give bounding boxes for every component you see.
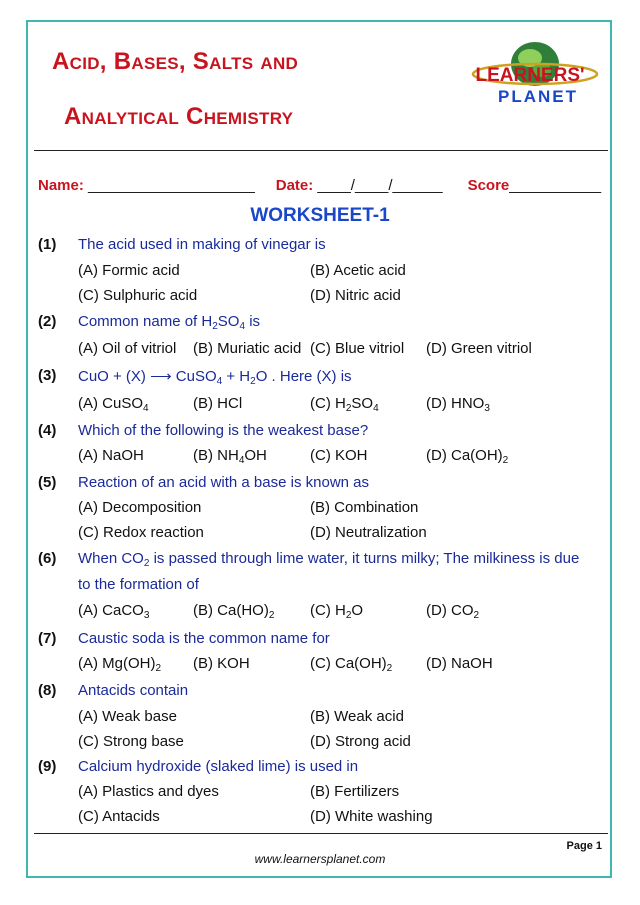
question-number: (8) [38, 682, 57, 699]
question-text: When $CO_2$ is passed through lime water, it turns milky; The milkiness is due [78, 550, 580, 569]
question-text: to the formation of [78, 576, 199, 593]
option[interactable]: (B) Muriatic acid [193, 340, 302, 357]
option[interactable]: (B) Weak acid [310, 708, 404, 725]
option[interactable]: (D) Neutralization [310, 524, 427, 541]
question-number: (7) [38, 630, 57, 647]
question-text: Which of the following is the weakest base? [78, 422, 369, 439]
option[interactable]: (C) $H_2SO_4$ [310, 395, 379, 414]
option[interactable]: (B) $NH_4OH$ [193, 447, 267, 466]
score-label: Score [467, 177, 510, 194]
option[interactable]: (B) Acetic acid [310, 262, 406, 279]
score-field[interactable]: ___________ [509, 177, 602, 194]
option[interactable]: (C) Redox reaction [78, 524, 204, 541]
page-title-line1: Acid, Bases, Salts and [52, 48, 299, 75]
option[interactable]: (A) Weak base [78, 708, 177, 725]
option[interactable]: (A) CuSO$_4$ [78, 395, 149, 414]
option[interactable]: (D) Strong acid [310, 733, 411, 750]
option[interactable]: (D) NaOH [426, 655, 493, 672]
footer-divider [34, 833, 608, 834]
question-text: Reaction of an acid with a base is known as [78, 474, 369, 491]
option[interactable]: (A) CaCO$_3$ [78, 602, 150, 621]
question-text: Calcium hydroxide (slaked lime) is used in [78, 758, 359, 775]
question-number: (3) [38, 367, 57, 384]
option[interactable]: (C) Antacids [78, 808, 160, 825]
page-title-line2: Analytical Chemistry [64, 103, 294, 130]
question-text: Common name of $H_2SO_4$ is [78, 313, 261, 332]
option[interactable]: (C) Strong base [78, 733, 184, 750]
option[interactable]: (B) KOH [193, 655, 250, 672]
question-text: The acid used in making of vinegar is [78, 236, 326, 253]
name-field[interactable]: ____________________ [88, 177, 255, 194]
header-divider [34, 150, 608, 151]
page-number: Page 1 [566, 840, 602, 852]
question-number: (1) [38, 236, 57, 253]
option[interactable]: (D) Green vitriol [426, 340, 532, 357]
question-text: Antacids contain [78, 682, 189, 699]
option[interactable]: (A) Formic acid [78, 262, 180, 279]
option[interactable]: (D) $CO_2$ [426, 602, 480, 621]
question-text: CuO + (X) ⟶ CuSO$_4$ + $H_2O$ . Here (X) is [78, 368, 352, 387]
option[interactable]: (C) KOH [310, 447, 368, 464]
option[interactable]: (C) $Ca(OH)_2$ [310, 655, 393, 674]
option[interactable]: (C) $H_2O$ [310, 602, 364, 621]
question-number: (9) [38, 758, 57, 775]
option[interactable]: (C) Sulphuric acid [78, 287, 198, 304]
option[interactable]: (C) Blue vitriol [310, 340, 405, 357]
footer-url: www.learnersplanet.com [254, 852, 386, 866]
question-number: (5) [38, 474, 57, 491]
date-field[interactable]: ____/____/______ [317, 177, 443, 194]
name-date-score-row [38, 177, 601, 194]
option[interactable]: (D) Nitric acid [310, 287, 401, 304]
svg-text:PLANET: PLANET [498, 87, 578, 106]
option[interactable]: (D) $HNO_3$ [426, 395, 490, 414]
option[interactable]: (A) Decomposition [78, 499, 202, 516]
option[interactable]: (A) Plastics and dyes [78, 783, 219, 800]
option[interactable]: (A) NaOH [78, 447, 144, 464]
question-number: (2) [38, 313, 57, 330]
date-label: Date: [275, 177, 314, 194]
question-number: (4) [38, 422, 57, 439]
learners-planet-logo [460, 34, 600, 114]
option[interactable]: (B) Fertilizers [310, 783, 400, 800]
question-text: Caustic soda is the common name for [78, 630, 330, 647]
svg-text:LEARNERS': LEARNERS' [475, 65, 585, 86]
option[interactable]: (B) Combination [310, 499, 419, 516]
option[interactable]: (D) $Ca(OH)_2$ [426, 447, 509, 466]
option[interactable]: (B) HCl [193, 395, 243, 412]
name-label: Name: [38, 177, 84, 194]
option[interactable]: (A) Oil of vitriol [78, 340, 177, 357]
worksheet-title: WORKSHEET-1 [250, 205, 390, 226]
question-number: (6) [38, 550, 57, 567]
option[interactable]: (D) White washing [310, 808, 433, 825]
option[interactable]: (A) $Mg(OH)_2$ [78, 655, 162, 674]
option[interactable]: (B) $Ca(HO)_2$ [193, 602, 275, 621]
